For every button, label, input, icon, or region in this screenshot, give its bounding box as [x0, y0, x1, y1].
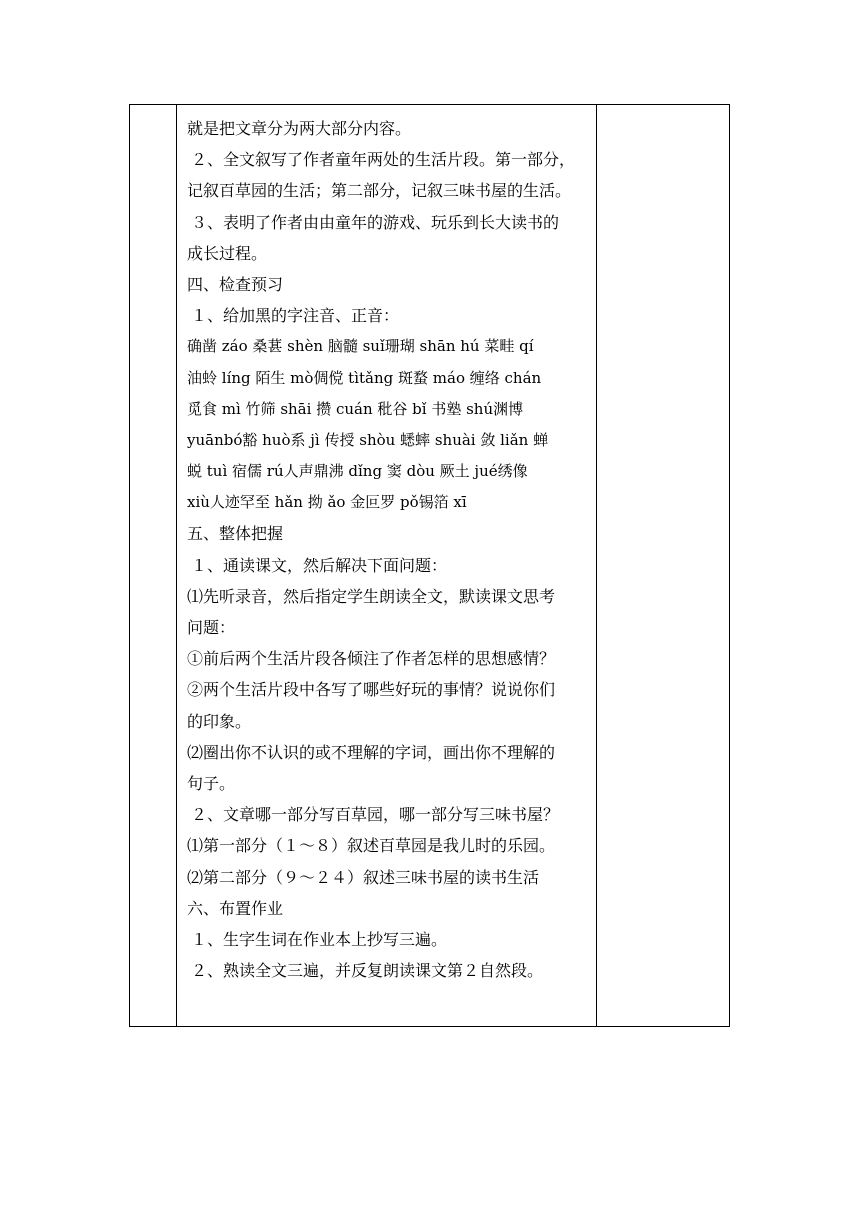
lesson-table [129, 104, 730, 1027]
content-column-cell [177, 105, 597, 1026]
text-line: 成长过程。 [187, 243, 268, 263]
pinyin-line: xiù人迹罕至 hǎn 拗 ǎo 金叵罗 pǒ锡箔 xī [187, 493, 467, 512]
pinyin-line: 确凿 záo 桑葚 shèn 脑髓 suǐ珊瑚 shān hú 菜畦 qí [187, 337, 534, 356]
section-heading: 五、整体把握 [187, 524, 284, 544]
text-line: ⑵圈出你不认识的或不理解的字词，画出你不理解的 [187, 742, 556, 762]
pinyin-line: 蜕 tuì 宿儒 rú人声鼎沸 dǐng 窦 dòu 厥土 jué绣像 [187, 462, 528, 481]
text-line: ３、表明了作者由由童年的游戏、玩乐到长大读书的 [191, 212, 560, 232]
text-line: ⑴第一部分（１～８）叙述百草园是我儿时的乐园。 [187, 836, 556, 856]
pinyin-line: yuānbó豁 huò系 jì 传授 shòu 蟋蟀 shuài 敛 liǎn 蝉 [187, 430, 549, 449]
pinyin-line: 油蛉 líng 陌生 mò倜傥 tìtǎng 斑蝥 máo 缠络 chán [187, 368, 542, 387]
text-line: ⑴先听录音，然后指定学生朗读全文，默读课文思考 [187, 586, 556, 606]
right-column-cell [597, 105, 729, 1026]
text-line: ２、全文叙写了作者童年两处的生活片段。第一部分， [191, 150, 576, 170]
left-column-cell [130, 105, 177, 1026]
text-line: 的印象。 [187, 711, 252, 731]
text-line: ２、文章哪一部分写百草园，哪一部分写三味书屋？ [191, 805, 560, 825]
text-line: １、通读课文，然后解决下面问题： [191, 555, 448, 575]
section-heading: 六、布置作业 [187, 898, 284, 918]
text-line: 就是把文章分为两大部分内容。 [187, 119, 412, 138]
text-line: 问题： [187, 618, 236, 637]
text-line: 记叙百草园的生活；第二部分，记叙三味书屋的生活。 [187, 181, 572, 201]
pinyin-line: 觅食 mì 竹筛 shāi 攒 cuán 秕谷 bǐ 书塾 shú渊博 [187, 399, 524, 418]
text-line: １、给加黑的字注音、正音： [191, 306, 400, 326]
text-line: ①前后两个生活片段各倾注了作者怎样的思想感情？ [187, 649, 556, 669]
text-line: ⑵第二部分（９～２４）叙述三味书屋的读书生活 [187, 867, 540, 887]
section-heading: 四、检查预习 [187, 274, 284, 294]
text-line: １、生字生词在作业本上抄写三遍。 [191, 929, 448, 949]
text-line: ２、熟读全文三遍，并反复朗读课文第２自然段。 [191, 961, 544, 981]
text-line: ②两个生活片段中各写了哪些好玩的事情？说说你们 [187, 680, 556, 700]
text-line: 句子。 [187, 773, 236, 793]
